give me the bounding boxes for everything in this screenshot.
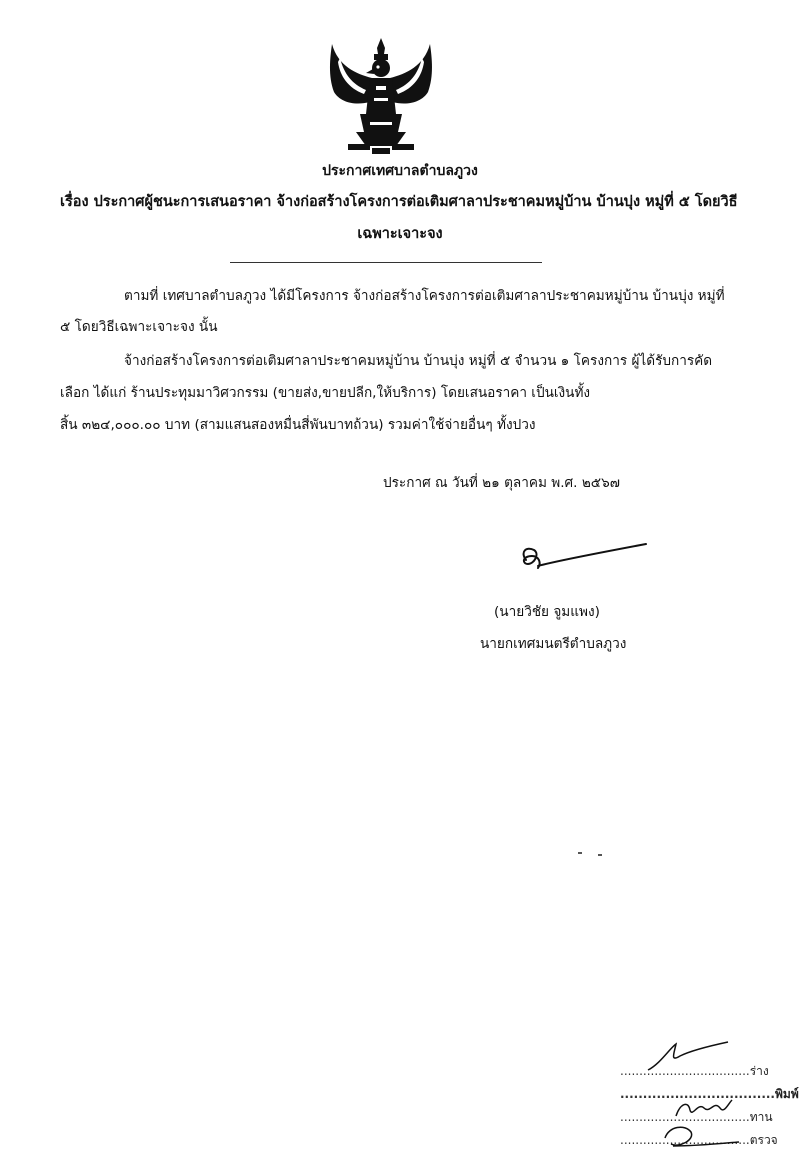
routing-typed-label: พิมพ์ xyxy=(775,1087,799,1101)
subject-line-1: เรื่อง ประกาศผู้ชนะการเสนอราคา จ้างก่อสร้างโครงการต่อเติมศาลาประชาคมหมู่บ้าน บ้านบุ่ง หมู่ที่ ๕ โดยวิธี xyxy=(60,194,738,210)
announcement-date: ประกาศ ณ วันที่ ๒๑ ตุลาคม พ.ศ. ๒๕๖๗ xyxy=(383,475,620,491)
body-line-5: สิ้น ๓๒๔,๐๐๐.๐๐ บาท (สามแสนสองหมื่นสี่พันบาทถ้วน) รวมค่าใช้จ่ายอื่นๆ ทั้งปวง xyxy=(60,417,536,433)
initial-signature-checked xyxy=(655,1118,745,1152)
garuda-emblem-icon xyxy=(326,36,436,156)
body-line-4: เลือก ได้แก่ ร้านประทุมมาวิศวกรรม (ขายส่ง,ขายปลีก,ให้บริการ) โดยเสนอราคา เป็นเงินทั้ง xyxy=(60,385,591,401)
routing-checked-label: ตรวจ xyxy=(749,1133,778,1147)
scan-speck xyxy=(578,852,582,854)
routing-proofread: ..................................ทาน xyxy=(620,1110,773,1124)
routing-proofread-label: ทาน xyxy=(749,1110,773,1124)
body-line-2: ๕ โดยวิธีเฉพาะเจาะจง นั้น xyxy=(60,319,218,335)
routing-typed: ..................................พิมพ์ xyxy=(620,1087,799,1101)
body-line-1: ตามที่ เทศบาลตำบลภูวง ได้มีโครงการ จ้างก่อสร้างโครงการต่อเติมศาลาประชาคมหมู่บ้าน บ้านบุ่ง หมู่ที่ xyxy=(124,288,725,304)
routing-checked: ..................................ตรวจ xyxy=(620,1133,778,1147)
signature-mark xyxy=(512,538,652,578)
issuer-heading: ประกาศเทศบาลตำบลภูวง xyxy=(322,163,478,179)
body-line-3: จ้างก่อสร้างโครงการต่อเติมศาลาประชาคมหมู่บ้าน บ้านบุ่ง หมู่ที่ ๕ จำนวน ๑ โครงการ ผู้ได้รับการคัด xyxy=(124,353,713,369)
routing-draft-label: ร่าง xyxy=(749,1064,769,1078)
routing-draft: ..................................ร่าง xyxy=(620,1064,769,1078)
signer-name: (นายวิชัย จูมแพง) xyxy=(494,604,600,620)
divider-rule xyxy=(230,262,542,263)
subject-line-2: เฉพาะเจาะจง xyxy=(357,226,443,242)
scan-speck xyxy=(598,854,602,856)
initial-signature-draft xyxy=(640,1040,730,1074)
signer-position: นายกเทศมนตรีตำบลภูวง xyxy=(480,636,627,652)
